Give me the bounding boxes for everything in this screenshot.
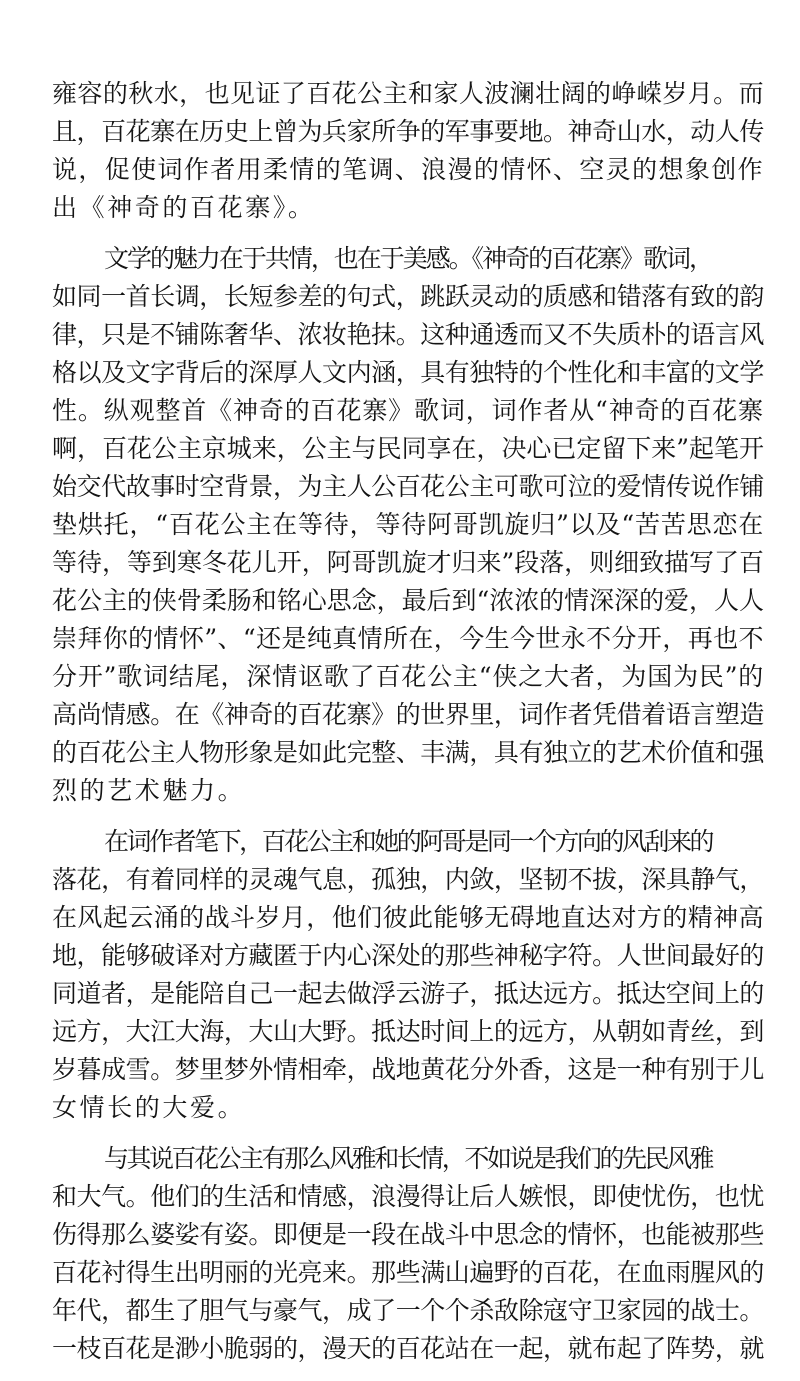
text-line: 百花衬得生出明丽的光亮来。那些满山遍野的百花，在血雨腥风的 — [52, 1258, 764, 1287]
text-line: 年代，都生了胆气与豪气，成了一个个杀敌除寇守卫家园的战士。 — [52, 1296, 764, 1325]
document-page — [52, 75, 764, 1381]
text-line: 等待，等到寒冬花儿开，阿哥凯旋才归来”段落，则细致描写了百 — [52, 548, 764, 577]
text-line: 性。纵观整首《神奇的百花寨》歌词，词作者从“神奇的百花寨 — [52, 396, 764, 425]
text-line: 同道者，是能陪自己一起去做浮云游子，抵达远方。抵达空间上的 — [52, 979, 764, 1008]
paragraph-1 — [52, 75, 764, 227]
text-line: 地，能够破译对方藏匿于内心深处的那些神秘字符。人世间最好的 — [52, 941, 764, 970]
text-line: 女情长的大爱。 — [52, 1093, 246, 1122]
text-line: 与其说百花公主有那么风雅和长情，不如说是我们的先民风雅 — [104, 1144, 713, 1173]
text-line: 花公主的侠骨柔肠和铭心思念，最后到“浓浓的情深深的爱，人人 — [52, 586, 764, 615]
text-line: 崇拜你的情怀”、“还是纯真情所在，今生今世永不分开，再也不 — [52, 624, 764, 653]
text-line: 在风起云涌的战斗岁月，他们彼此能够无碍地直达对方的精神高 — [52, 903, 764, 932]
text-line: 的百花公主人物形象是如此完整、丰满，具有独立的艺术价值和强 — [52, 738, 764, 767]
text-line: 格以及文字背后的深厚人文内涵，具有独特的个性化和丰富的文学 — [52, 358, 764, 387]
text-line: 文学的魅力在于共情，也在于美感。《神奇的百花寨》歌词， — [104, 244, 712, 273]
text-line: 落花，有着同样的灵魂气息，孤独，内敛，坚韧不拔，深具静气， — [52, 865, 764, 894]
text-line: 岁暮成雪。梦里梦外情相牵，战地黄花分外香，这是一种有别于儿 — [52, 1055, 764, 1084]
text-line: 分开”歌词结尾，深情讴歌了百花公主“侠之大者，为国为民”的 — [52, 662, 764, 691]
paragraph-2 — [52, 240, 764, 810]
text-line: 出《神奇的百花寨》。 — [52, 193, 316, 222]
text-line: 伤得那么婆娑有姿。即便是一段在战斗中思念的情怀，也能被那些 — [52, 1220, 764, 1249]
text-line: 且，百花寨在历史上曾为兵家所争的军事要地。神奇山水，动人传 — [52, 117, 764, 146]
text-line: 一枝百花是渺小脆弱的，漫天的百花站在一起，就布起了阵势，就 — [52, 1334, 764, 1363]
text-line: 雍容的秋水，也见证了百花公主和家人波澜壮阔的峥嵘岁月。而 — [52, 79, 764, 108]
text-line: 说，促使词作者用柔情的笔调、浪漫的情怀、空灵的想象创作 — [52, 155, 764, 184]
text-line: 始交代故事时空背景，为主人公百花公主可歌可泣的爱情传说作铺 — [52, 472, 764, 501]
text-line: 律，只是不铺陈奢华、浓妆艳抹。这种通透而又不失质朴的语言风 — [52, 320, 764, 349]
paragraph-4 — [52, 1140, 764, 1368]
text-line: 如同一首长调，长短参差的句式，跳跃灵动的质感和错落有致的韵 — [52, 282, 764, 311]
text-line: 在词作者笔下，百花公主和她的阿哥是同一个方向的风刮来的 — [104, 827, 713, 856]
text-line: 和大气。他们的生活和情感，浪漫得让后人嫉恨，即使忧伤，也忧 — [52, 1182, 764, 1211]
text-line: 垫烘托，“百花公主在等待，等待阿哥凯旋归”以及“苦苦思恋在 — [52, 510, 764, 539]
text-line: 啊，百花公主京城来，公主与民同享在，决心已定留下来”起笔开 — [52, 434, 764, 463]
text-line: 烈的艺术魅力。 — [52, 776, 246, 805]
text-line: 高尚情感。在《神奇的百花寨》的世界里，词作者凭借着语言塑造 — [52, 700, 764, 729]
text-line: 远方，大江大海，大山大野。抵达时间上的远方，从朝如青丝，到 — [52, 1017, 764, 1046]
paragraph-3 — [52, 823, 764, 1127]
